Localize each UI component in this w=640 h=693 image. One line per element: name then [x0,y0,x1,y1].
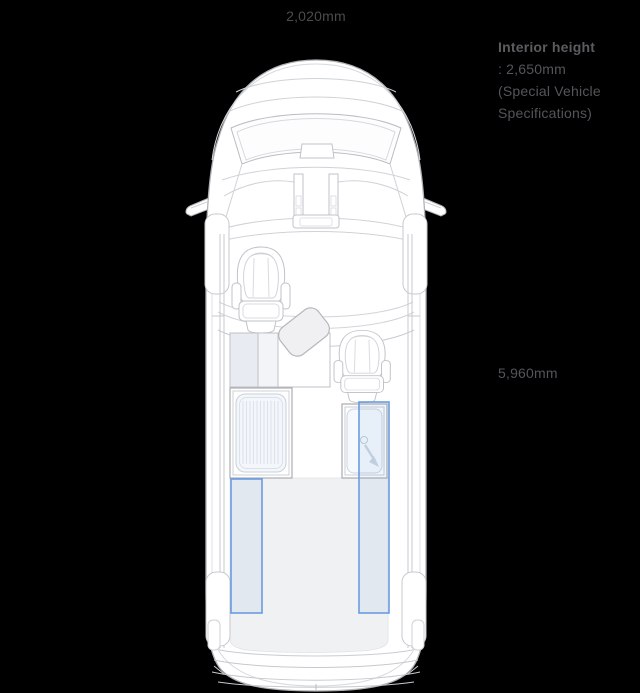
interior-height-note-line1: (Special Vehicle [498,83,601,99]
interior-height-label [498,36,601,124]
interior-height-value: : 2,650mm [498,61,566,77]
door-mirror-right [423,198,446,216]
interior-height-note-line2: Specifications) [498,105,593,121]
front-wheel-arch-right [403,214,427,294]
interior-height-title: Interior height [498,39,596,55]
front-wheel-arch-left [205,214,229,294]
swivel-seat-right [334,330,390,402]
door-mirror-left [186,198,209,216]
width-dimension-label: 2,020mm [286,8,346,24]
rearview-mirror-housing [300,144,334,158]
swivel-seat-left [232,247,290,333]
bed-highlight-left [231,479,262,613]
bed-highlight-right [359,402,389,613]
length-dimension-label: 5,960mm [498,365,558,381]
kitchen-counter [230,388,292,478]
